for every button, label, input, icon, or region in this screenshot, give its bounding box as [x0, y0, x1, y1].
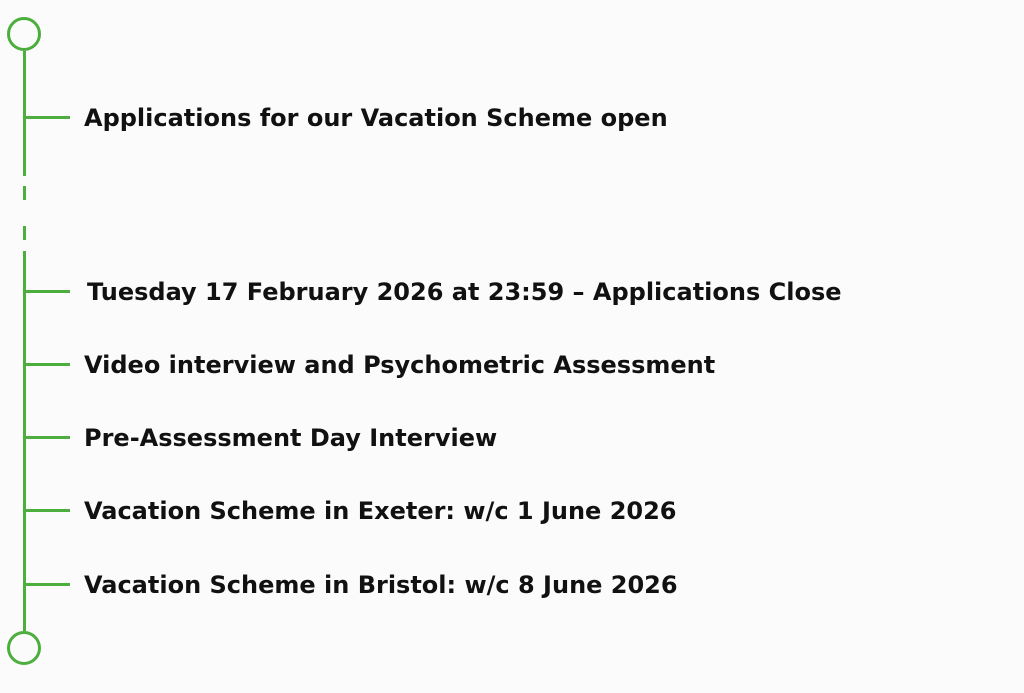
timeline-tick — [24, 583, 70, 586]
timeline-dash — [23, 226, 26, 240]
timeline-event-label: Applications for our Vacation Scheme open — [84, 104, 668, 132]
timeline-event-label: Vacation Scheme in Bristol: w/c 8 June 2026 — [84, 571, 678, 599]
timeline-dash — [23, 186, 26, 200]
timeline-event-label: Vacation Scheme in Exeter: w/c 1 June 2026 — [84, 497, 677, 525]
timeline-event-label: Tuesday 17 February 2026 at 23:59 – Applications Close — [87, 278, 842, 306]
timeline-line-lower — [23, 251, 26, 631]
timeline-tick — [24, 290, 70, 293]
timeline-start-circle — [7, 17, 41, 51]
timeline-tick — [24, 116, 70, 119]
timeline-tick — [24, 509, 70, 512]
timeline-tick — [24, 363, 70, 366]
timeline-event-label: Video interview and Psychometric Assessment — [84, 351, 716, 379]
timeline-tick — [24, 436, 70, 439]
timeline-line-upper — [23, 51, 26, 176]
timeline-end-circle — [7, 631, 41, 665]
timeline-event-label: Pre-Assessment Day Interview — [84, 424, 498, 452]
